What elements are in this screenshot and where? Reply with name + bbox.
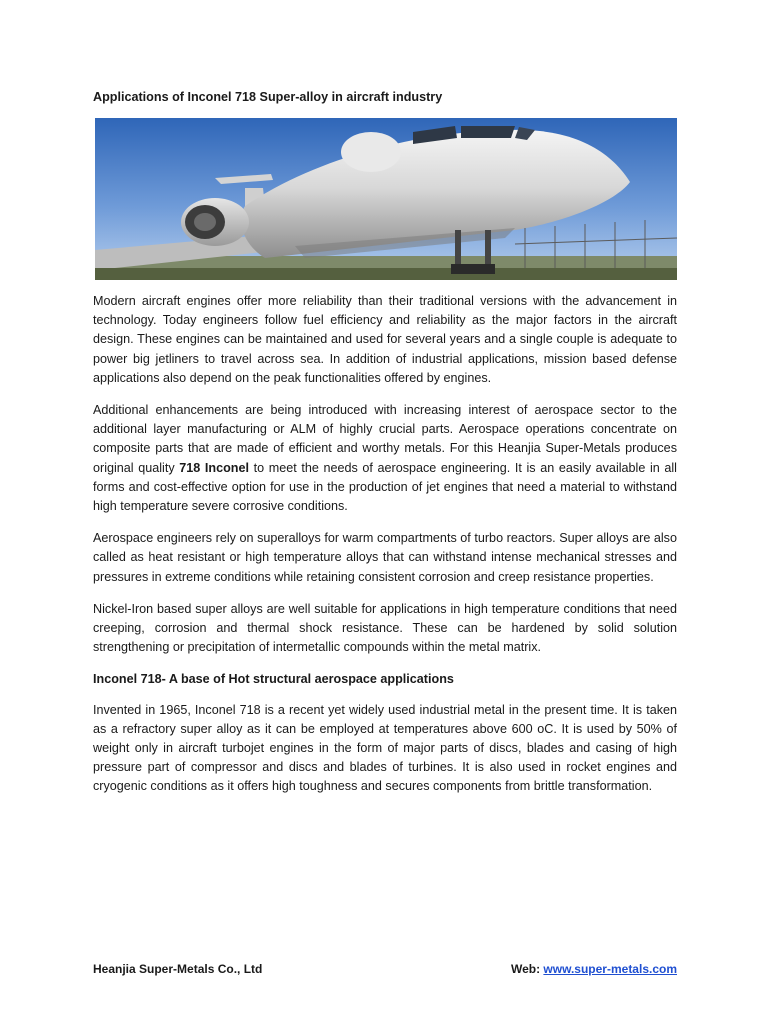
- footer-web-label: Web:: [510, 962, 544, 976]
- paragraph-2-text-a: Additional enhancements are being introduced with increasing interest of aerospace sector to the additional layer manufacturing or ALM of highly crucial parts. Aerospace operations concentrate on composite parts that are made of efficient and worthy metals. For this Heanjia Super-Metals produces original quality: [93, 403, 677, 475]
- website-link[interactable]: www.super-metals.com: [543, 962, 677, 976]
- paragraph-4: Nickel-Iron based super alloys are well suitable for applications in high temperature conditions that need creeping, corrosion and thermal shock resistance. These can be hardened by solid solution strengthening or precipitation of intermetallic compounds within the metal matrix.: [93, 601, 677, 655]
- footer-web: [511, 962, 677, 976]
- document-body: [93, 292, 677, 810]
- paragraph-2-text-b: to meet the needs of aerospace engineering. It is an easily available in all forms and cost-effective option for use in the production of jet engines that need a material to withstand high temperature severe corrosive conditions.: [93, 460, 677, 514]
- paragraph-3: Aerospace engineers rely on superalloys for warm compartments of turbo reactors. Super alloys are also called as heat resistant or high temperature alloys that can withstand intense mechanical stresses and pressures in extreme conditions while retaining consistent corrosion and creep resistance properties.: [93, 531, 677, 584]
- footer-company: Heanjia Super-Metals Co., Ltd: [93, 962, 263, 976]
- paragraph-2: [93, 401, 677, 516]
- paragraph-1: Modern aircraft engines offer more reliability than their traditional versions with the advancement in technology. Today engineers follow fuel efficiency and reliability as the major factors in the aircraft design. These engines can be maintained and used for several years and a single couple is adequate to power big jetliners to travel across sea. In addition of industrial applications, mission based defense applications also depend on the peak functionalities offered by engines.: [93, 294, 677, 385]
- document-title: Applications of Inconel 718 Super-alloy in aircraft industry: [93, 90, 443, 104]
- section-heading: Inconel 718- A base of Hot structural aerospace applications: [93, 672, 454, 687]
- paragraph-2-bold: 718 Inconel: [179, 460, 249, 475]
- aircraft-photo: [95, 118, 677, 280]
- page-footer: [93, 962, 677, 976]
- paragraph-5: Invented in 1965, Inconel 718 is a recent yet widely used industrial metal in the present time. It is taken as a refractory super alloy as it can be employed at temperatures above 600 oC. It is used by 50% of weight only in aircraft turbojet engines in the form of major parts of discs, blades and casing of high pressure part of compressor and discs and blades of turbines. It is also used in rocket engines and cryogenic conditions as it offers high toughness and secures components from brittle transformation.: [93, 702, 677, 794]
